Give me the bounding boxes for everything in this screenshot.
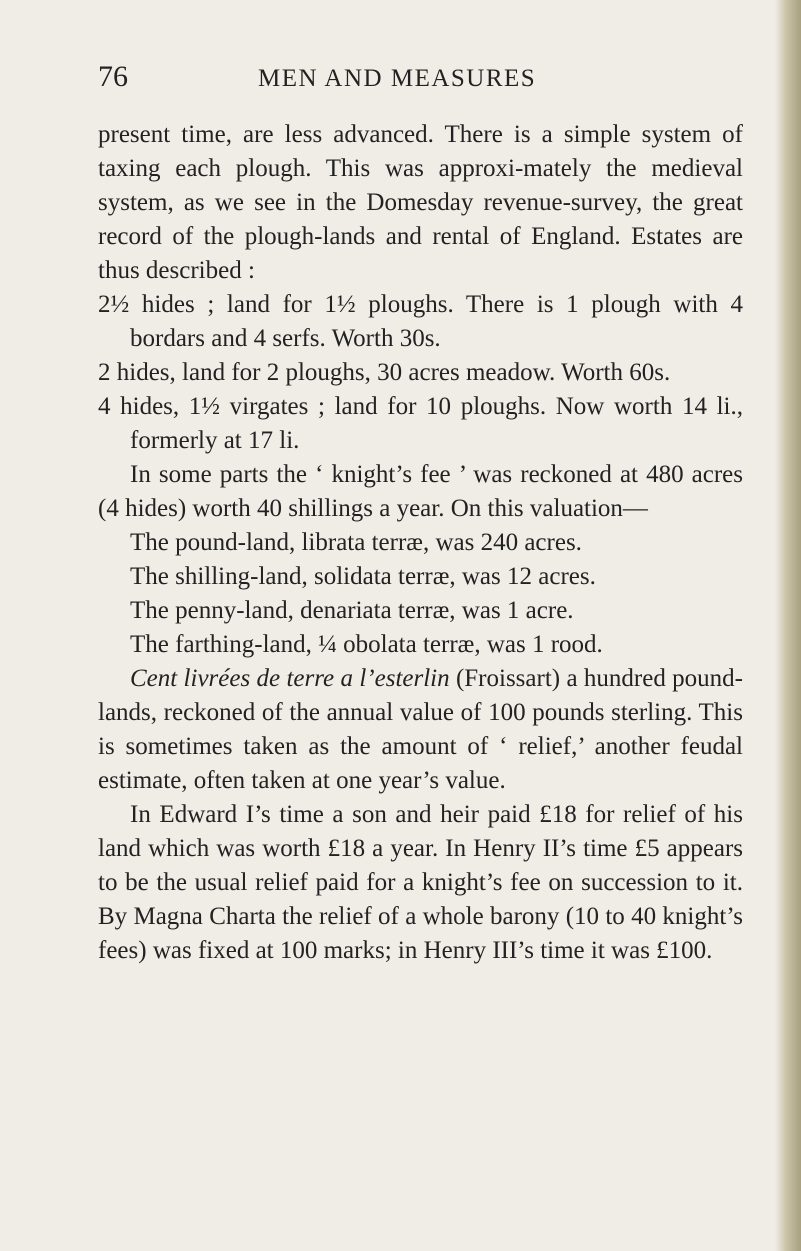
page-header: [98, 60, 743, 102]
italic-phrase: Cent livrées de terre a l’esterlin: [130, 665, 450, 692]
paragraph-knights-fee: In some parts the ‘ knight’s fee ’ was reckoned at 480 acres (4 hides) worth 40 shillings a year. On this valuation—: [98, 461, 743, 522]
book-page: [98, 60, 743, 968]
paragraph-cent-livrees: [98, 662, 743, 798]
page-edge-shadow: [775, 0, 801, 1251]
domesday-entry-1: 2½ hides ; land for 1½ ploughs. There is 1 plough with 4 bordars and 4 serfs. Worth 30s.: [98, 291, 743, 352]
cent-paragraph-text: (Froissart) a hundred pound-lands, reckoned of the annual value of 100 pounds sterling. This is sometimes taken as the amount of ‘ relief,’ another feudal estimate, often taken at one year’s value.: [98, 665, 743, 794]
paragraph-relief: In Edward I’s time a son and heir paid £18 for relief of his land which was worth £18 a year. In Henry II’s time £5 appears to be the usual relief paid for a knight’s fee on succession to it. By Magna Charta the relief of a whole barony (10 to 40 knight’s fees) was fixed at 100 marks; in Henry III’s time it was £100.: [98, 801, 743, 964]
running-title: MEN AND MEASURES: [258, 65, 537, 92]
domesday-entry-3: 4 hides, 1½ virgates ; land for 10 ploughs. Now worth 14 li., formerly at 17 li.: [98, 393, 743, 454]
paragraph-intro: present time, are less advanced. There is a simple system of taxing each plough. This was approxi-mately the medieval system, as we see in the Domesday revenue-survey, the great record of the plough-lands and rental of England. Estates are thus described :: [98, 121, 743, 284]
page-number: 76: [98, 60, 128, 93]
domesday-entry-2: 2 hides, land for 2 ploughs, 30 acres meadow. Worth 60s.: [98, 359, 671, 386]
valuation-shilling-land: The shilling-land, solidata terræ, was 12 acres.: [130, 563, 596, 590]
valuation-penny-land: The penny-land, denariata terræ, was 1 acre.: [130, 597, 574, 624]
valuation-farthing-land: The farthing-land, ¼ obolata terræ, was 1 rood.: [130, 631, 603, 658]
valuation-pound-land: The pound-land, librata terræ, was 240 acres.: [130, 529, 582, 556]
body-text: [98, 118, 743, 968]
